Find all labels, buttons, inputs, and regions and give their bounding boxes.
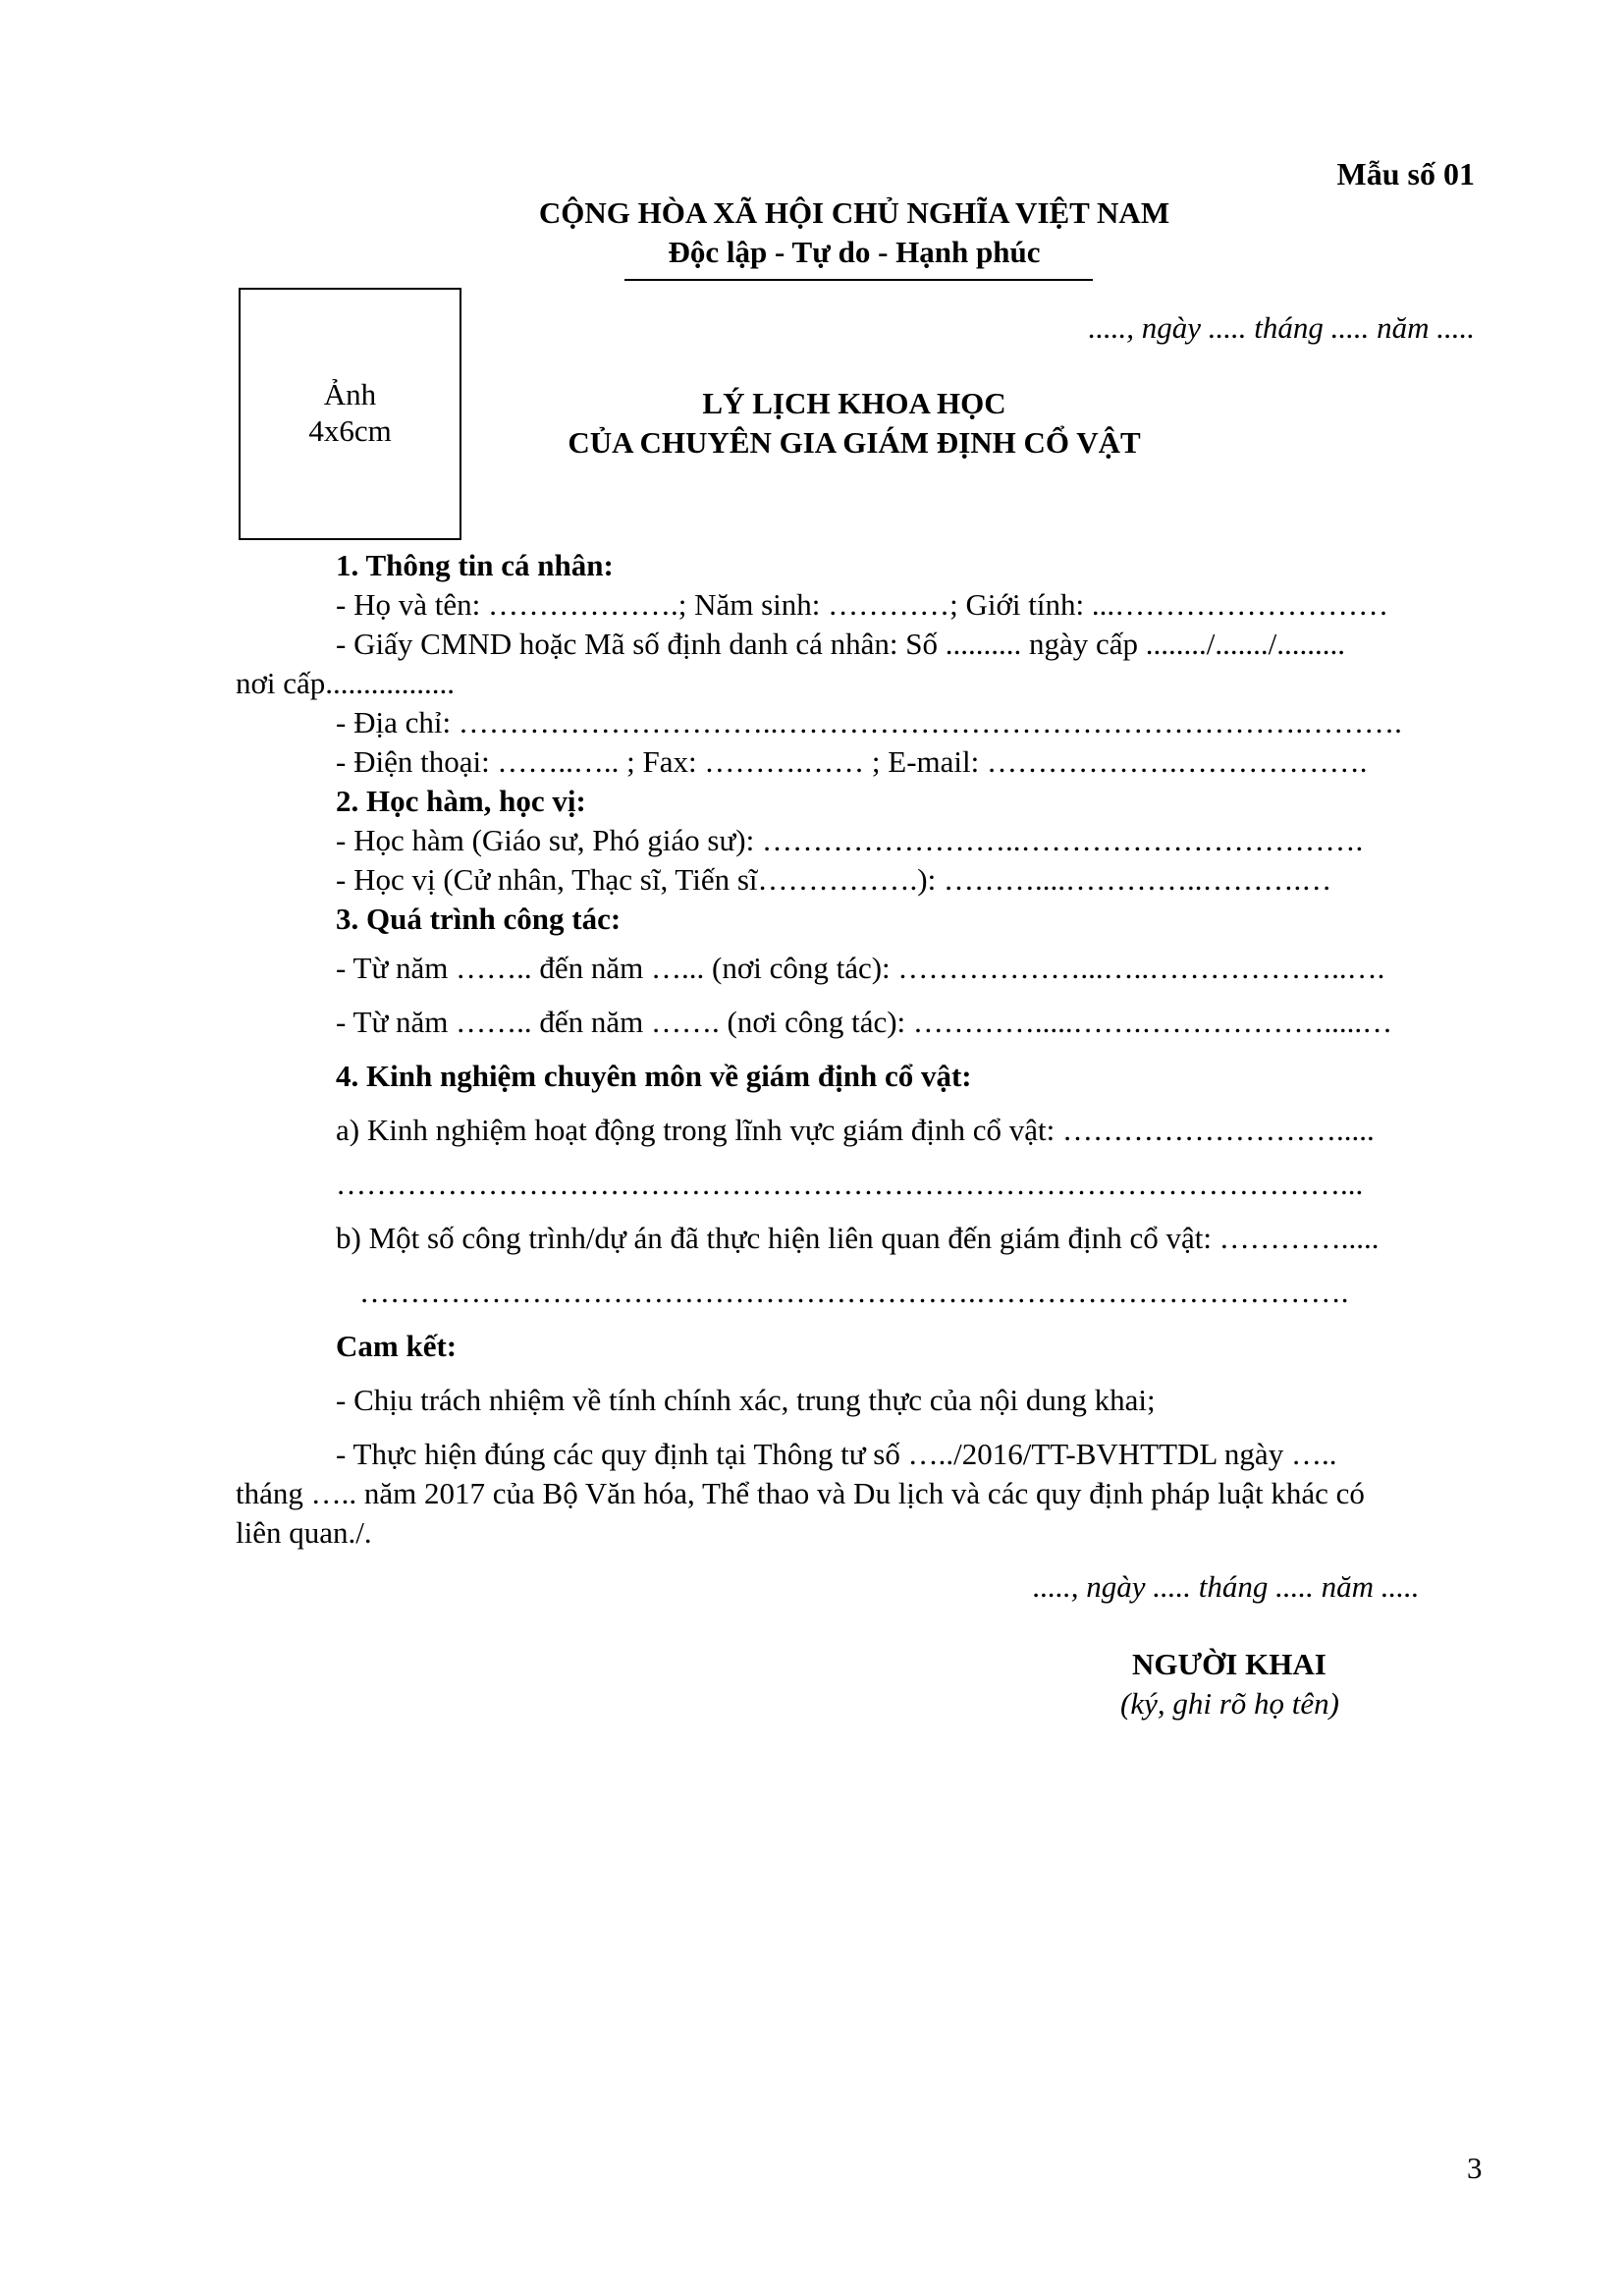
experience-a-line: a) Kinh nghiệm hoạt động trong lĩnh vực giám định cổ vật: ……………………….....: [336, 1113, 1375, 1147]
experience-b-continuation: …………………………………………………….……………………………….: [359, 1275, 1349, 1309]
photo-label-line1: Ảnh: [323, 377, 377, 411]
section4-heading: 4. Kinh nghiệm chuyên môn về giám định cổ vật:: [336, 1059, 972, 1093]
national-motto: Độc lập - Tự do - Hạnh phúc: [668, 235, 1041, 269]
commitment-item-1: - Chịu trách nhiệm về tính chính xác, trung thực của nội dung khai;: [336, 1383, 1156, 1417]
photo-label-line2: 4x6cm: [308, 413, 392, 449]
motto-underline: [624, 279, 1093, 281]
section2-heading: 2. Học hàm, học vị:: [336, 784, 586, 818]
section3-heading: 3. Quá trình công tác:: [336, 902, 622, 936]
contact-line: - Điện thoại: ……..….. ; Fax: ……….…… ; E-mail: ……………….……………….: [336, 744, 1368, 779]
work-history-line-1: - Từ năm …….. đến năm …... (nơi công tác): ………………...…..………………..….: [336, 951, 1385, 985]
page-number: 3: [1467, 2151, 1483, 2185]
experience-b-line: b) Một số công trình/dự án đã thực hiện liên quan đến giám định cổ vật: ………….....: [336, 1221, 1380, 1255]
form-number: Mẫu số 01: [1336, 156, 1475, 191]
document-subtitle: CỦA CHUYÊN GIA GIÁM ĐỊNH CỔ VẬT: [568, 425, 1141, 460]
work-history-line-2: - Từ năm …….. đến năm ……. (nơi công tác): ………….....…….……………….....…: [336, 1005, 1393, 1039]
header-date-line: ....., ngày ..... tháng ..... năm .....: [1088, 310, 1475, 345]
academic-rank-line: - Học hàm (Giáo sư, Phó giáo sư): ……………………..…………………………….: [336, 823, 1364, 857]
academic-degree-line: - Học vị (Cử nhân, Thạc sĩ, Tiến sĩ…………….): ………....…………..……….…: [336, 862, 1332, 897]
address-line: - Địa chỉ: …………………………..…………………………………………….……….: [336, 705, 1402, 739]
commitment-item-2-line2: tháng ….. năm 2017 của Bộ Văn hóa, Thể thao và Du lịch và các quy định pháp luật khác có: [236, 1476, 1365, 1510]
name-birth-gender-line: - Họ và tên: ……………….; Năm sinh: …………; Giới tính: ...………………………: [336, 587, 1389, 622]
id-issue-place-line: nơi cấp.................: [236, 666, 456, 700]
signer-title: NGƯỜI KHAI: [1132, 1647, 1326, 1681]
signature-note: (ký, ghi rõ họ tên): [1120, 1686, 1339, 1721]
experience-a-continuation: ………………………………………………………………………………………...: [336, 1167, 1364, 1201]
commitment-item-2-line1: - Thực hiện đúng các quy định tại Thông tư số …../2016/TT-BVHTTDL ngày …..: [336, 1437, 1337, 1471]
signature-date-line: ....., ngày ..... tháng ..... năm .....: [1033, 1569, 1420, 1604]
id-card-line: - Giấy CMND hoặc Mã số định danh cá nhân: Số .......... ngày cấp ......../......./.........: [336, 627, 1346, 661]
commitment-item-2-line3: liên quan./.: [236, 1515, 372, 1550]
national-title: CỘNG HÒA XÃ HỘI CHỦ NGHĨA VIỆT NAM: [538, 195, 1170, 230]
commitment-heading: Cam kết:: [336, 1329, 458, 1363]
document-title: LÝ LỊCH KHOA HỌC: [702, 386, 1006, 420]
section1-heading: 1. Thông tin cá nhân:: [336, 548, 614, 582]
